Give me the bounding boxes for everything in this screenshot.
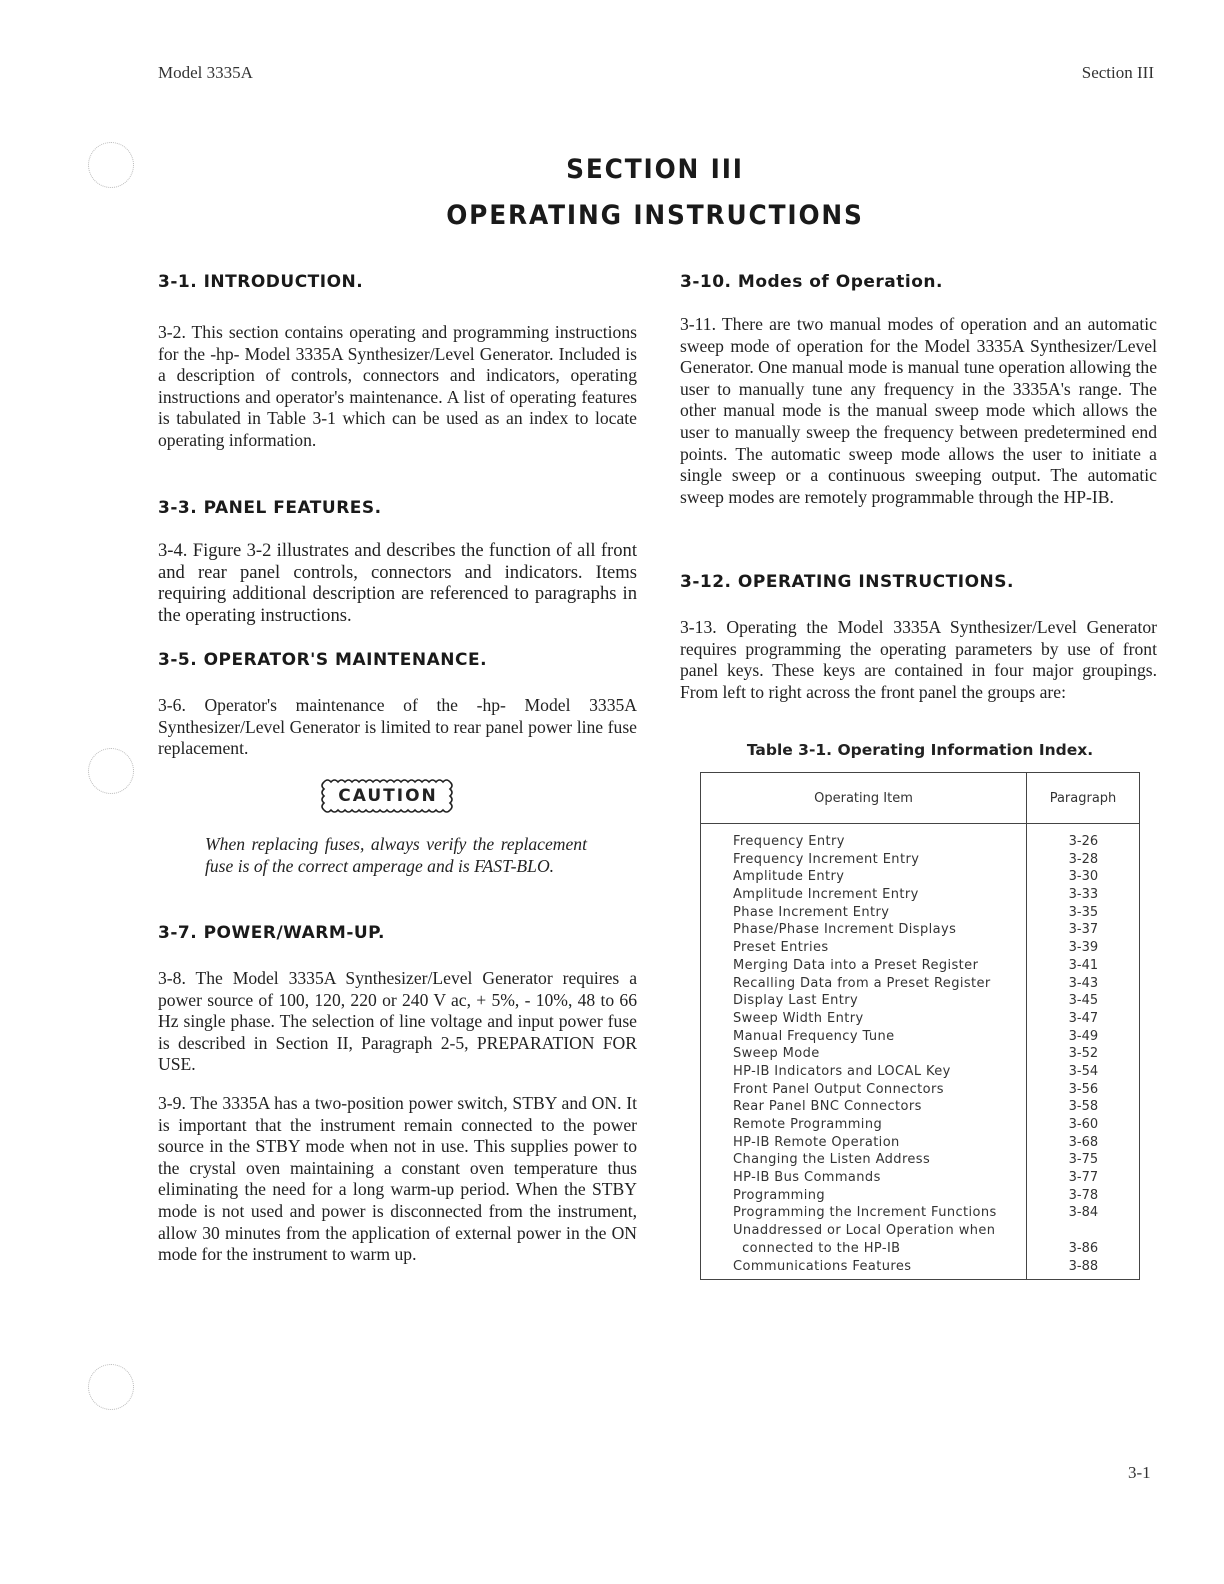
heading-introduction: 3-1. INTRODUCTION. [158, 272, 364, 292]
operating-item: Unaddressed or Local Operation when [733, 1223, 996, 1239]
paragraph-3-4: 3-4. Figure 3-2 illustrates and describes the function of all front and rear panel controls, connectors and indicators. Items requiring additional description are referenced to paragraphs in the operating instructions. [158, 540, 637, 626]
paragraph-ref: 3-52 [1068, 1046, 1099, 1062]
table-row [701, 1222, 1139, 1240]
operating-item: Front Panel Output Connectors [733, 1081, 944, 1097]
column-header-operating-item: Operating Item [701, 773, 1027, 824]
table-row [701, 1081, 1139, 1099]
table-row [701, 1028, 1139, 1046]
operating-item: Display Last Entry [733, 993, 859, 1009]
heading-panel-features: 3-3. PANEL FEATURES. [158, 498, 382, 518]
operating-item: Recalling Data from a Preset Register [733, 975, 991, 991]
operating-item: Communications Features [733, 1258, 912, 1274]
operating-item: Frequency Increment Entry [733, 851, 920, 867]
operating-item: Programming [733, 1187, 826, 1203]
heading-modes-of-operation: 3-10. Modes of Operation. [680, 272, 943, 292]
table-row [701, 1187, 1139, 1205]
caution-badge [318, 778, 458, 814]
operating-item: connected to the HP-IB [733, 1240, 901, 1256]
header-model: Model 3335A [158, 63, 253, 82]
heading-power-warm-up: 3-7. POWER/WARM-UP. [158, 923, 385, 943]
paragraph-ref: 3-26 [1068, 834, 1099, 849]
caution-text: When replacing fuses, always verify the replacement fuse is of the correct amperage and is FAST-BLO. [205, 834, 587, 876]
operating-item: Amplitude Entry [733, 869, 845, 885]
paragraph-ref: 3-88 [1068, 1258, 1099, 1274]
operating-item: Frequency Entry [733, 834, 845, 849]
paragraph-ref: 3-68 [1068, 1134, 1099, 1150]
paragraph-ref: 3-47 [1068, 1010, 1099, 1026]
table-row [701, 1045, 1139, 1063]
caution-label: CAUTION [338, 786, 438, 806]
paragraph-ref: 3-30 [1068, 869, 1099, 885]
header-section: Section III [1081, 63, 1154, 82]
paragraph-ref: 3-84 [1068, 1205, 1099, 1221]
operating-information-table [700, 772, 1140, 1280]
table-row [701, 1151, 1139, 1169]
paragraph-3-2: 3-2. This section contains operating and programming instructions for the -hp- Model 3335A Synthesizer/Level Generator. Included is a description of controls, connectors and indicators, operating instructions and operator's maintenance. A list of operating features is tabulated in Table 3-1 which can be used as an index to locate operating information. [158, 322, 637, 450]
table-row [701, 851, 1139, 869]
paragraph-3-13: 3-13. Operating the Model 3335A Synthesizer/Level Generator requires programming the operating parameters by use of front panel keys. These keys are contained in four major groupings. From left to right across the front panel the groups are: [680, 617, 1157, 702]
paragraph-3-8: 3-8. The Model 3335A Synthesizer/Level Generator requires a power source of 100, 120, 220 or 240 V ac, + 5%, - 10%, 48 to 66 Hz single phase. The selection of line voltage and input power fuse is described in Section II, Paragraph 2-5, PREPARATION FOR USE. [158, 968, 637, 1075]
punch-hole [88, 748, 134, 794]
paragraph-ref: 3-78 [1068, 1187, 1099, 1203]
table-row [701, 868, 1139, 886]
table-row [701, 833, 1139, 851]
paragraph-3-11: 3-11. There are two manual modes of operation and an automatic sweep mode of operation for the Model 3335A Synthesizer/Level Generator. One manual mode is manual tune operation allowing the user to manually tune any frequency in the 3335A's range. The other manual mode is the manual sweep mode which allows the user to manually sweep the frequency between predetermined end points. The automatic sweep mode allows the user to initiate a single sweep or a continuous sweeping output. The automatic sweep modes are remotely programmable through the HP-IB. [680, 314, 1157, 507]
section-subtitle: OPERATING INSTRUCTIONS [446, 200, 864, 231]
table-row [701, 992, 1139, 1010]
paragraph-ref: 3-39 [1068, 940, 1099, 956]
heading-operating-instructions: 3-12. OPERATING INSTRUCTIONS. [680, 572, 1014, 592]
operating-item: Sweep Width Entry [733, 1010, 864, 1026]
operating-item: Amplitude Increment Entry [733, 887, 919, 903]
paragraph-ref: 3-43 [1068, 975, 1099, 991]
table-row [701, 939, 1139, 957]
operating-item: Sweep Mode [733, 1046, 820, 1062]
operating-item: Phase/Phase Increment Displays [733, 922, 957, 938]
page-number: 3-1 [1128, 1463, 1151, 1482]
paragraph-ref: 3-86 [1068, 1240, 1099, 1256]
column-header-paragraph: Paragraph [1027, 773, 1139, 824]
punch-hole [88, 1364, 134, 1410]
table-row [701, 886, 1139, 904]
table-row [701, 1169, 1139, 1187]
table-title: Table 3-1. Operating Information Index. [746, 741, 1094, 759]
table-row [701, 921, 1139, 939]
paragraph-ref: 3-60 [1068, 1117, 1099, 1132]
table-row [701, 1258, 1139, 1276]
section-title: SECTION III [566, 154, 744, 185]
heading-operators-maintenance: 3-5. OPERATOR'S MAINTENANCE. [158, 650, 488, 670]
paragraph-ref [1024, 1222, 1139, 1240]
paragraph-ref: 3-58 [1068, 1099, 1099, 1115]
operating-item: Merging Data into a Preset Register [733, 957, 979, 973]
table-row [701, 1240, 1139, 1258]
operating-item: Preset Entries [733, 940, 829, 956]
operating-item: Changing the Listen Address [733, 1152, 931, 1168]
paragraph-ref: 3-75 [1068, 1152, 1099, 1168]
paragraph-ref: 3-33 [1068, 887, 1099, 903]
paragraph-ref: 3-41 [1068, 957, 1099, 973]
paragraph-3-6: 3-6. Operator's maintenance of the -hp- Model 3335A Synthesizer/Level Generator is limited to rear panel power line fuse replacement. [158, 695, 637, 759]
paragraph-ref: 3-35 [1068, 904, 1099, 920]
table-row [701, 1098, 1139, 1116]
operating-item: Programming the Increment Functions [733, 1205, 997, 1221]
table-row [701, 1204, 1139, 1222]
paragraph-3-9: 3-9. The 3335A has a two-position power switch, STBY and ON. It is important that the instrument remain connected to the power source in the STBY mode when not in use. This supplies power to the crystal oven maintaining a constant oven temperature thus eliminating the need for a long warm-up period. When the STBY mode is not used and power is disconnected from the instrument, allow 30 minutes from the application of external power in the ON mode for the instrument to warm up. [158, 1093, 637, 1265]
operating-item: Remote Programming [733, 1117, 883, 1132]
paragraph-ref: 3-45 [1068, 993, 1099, 1009]
operating-item: Rear Panel BNC Connectors [733, 1099, 922, 1115]
table-body [701, 833, 1139, 1275]
operating-item: Phase Increment Entry [733, 904, 890, 920]
operating-item: HP-IB Bus Commands [733, 1170, 881, 1186]
table-row [701, 1063, 1139, 1081]
table-row [701, 1116, 1139, 1134]
paragraph-ref: 3-56 [1068, 1081, 1099, 1097]
table-row [701, 1134, 1139, 1152]
paragraph-ref: 3-77 [1068, 1170, 1099, 1186]
table-row [701, 957, 1139, 975]
paragraph-ref: 3-28 [1068, 851, 1099, 867]
table-row [701, 1010, 1139, 1028]
paragraph-ref: 3-54 [1068, 1063, 1099, 1079]
paragraph-ref: 3-49 [1068, 1028, 1099, 1044]
table-row [701, 904, 1139, 922]
operating-item: HP-IB Remote Operation [733, 1134, 900, 1150]
operating-item: HP-IB Indicators and LOCAL Key [733, 1063, 951, 1079]
operating-item: Manual Frequency Tune [733, 1028, 895, 1044]
paragraph-ref: 3-37 [1068, 922, 1099, 938]
table-row [701, 975, 1139, 993]
